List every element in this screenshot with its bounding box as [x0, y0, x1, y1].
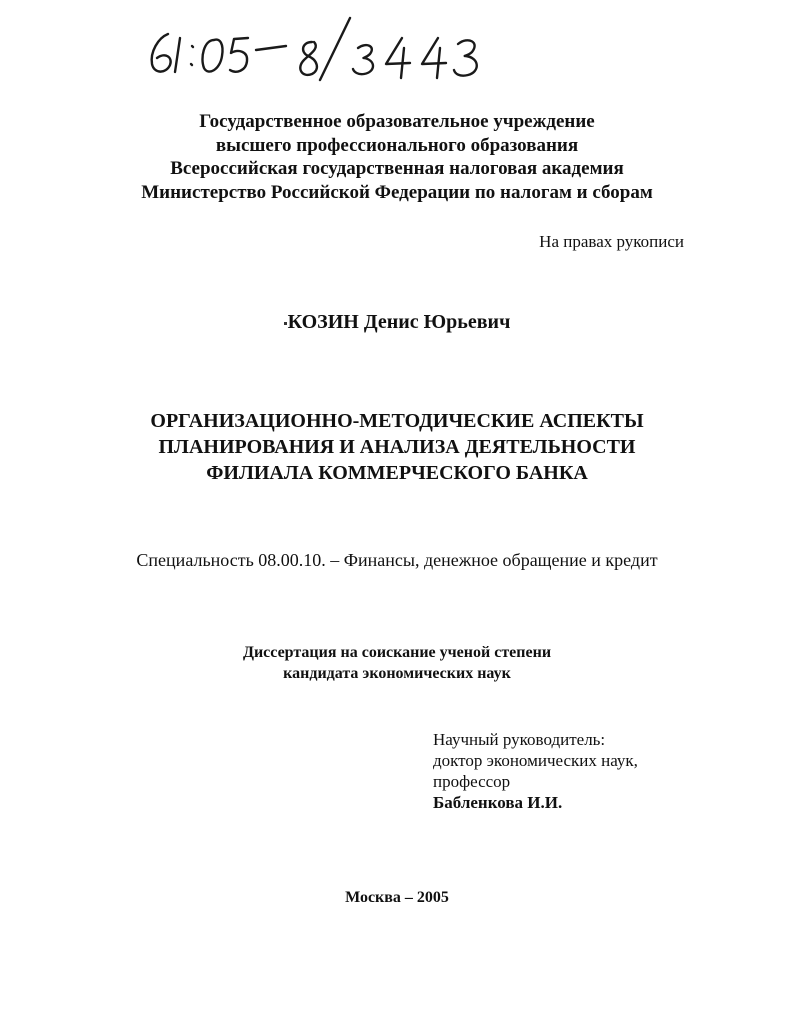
degree-line: кандидата экономических наук [283, 665, 511, 682]
specialty-line: Специальность 08.00.10. – Финансы, денежное обращение и кредит [136, 550, 658, 570]
title-line: ОРГАНИЗАЦИОННО-МЕТОДИЧЕСКИЕ АСПЕКТЫ [150, 410, 644, 432]
degree-line: Диссертация на соискание ученой степени [242, 644, 552, 661]
dissertation-title [0, 408, 794, 486]
institution-line: Государственное образовательное учреждение [199, 111, 595, 132]
manuscript-rights-note: На правах рукописи [539, 232, 684, 251]
handwritten-shelfmark [140, 8, 520, 86]
author-name-line [0, 311, 794, 334]
institution-line: высшего профессионального образования [215, 134, 579, 156]
city-year: Москва – 2005 [345, 889, 449, 906]
title-line: ПЛАНИРОВАНИЯ И АНАЛИЗА ДЕЯТЕЛЬНОСТИ [158, 436, 636, 458]
supervisor-name: Бабленкова И.И. [433, 793, 563, 812]
degree-block [0, 642, 794, 684]
supervisor-degree: доктор экономических наук, [433, 751, 638, 770]
handwritten-shelfmark-drawing [140, 8, 520, 86]
supervisor-role: Научный руководитель: [433, 730, 606, 749]
institution-block [0, 110, 794, 204]
author-name: КОЗИН Денис Юрьевич [287, 311, 511, 333]
supervisor-rank: профессор [433, 772, 511, 791]
title-line: ФИЛИАЛА КОММЕРЧЕСКОГО БАНКА [206, 462, 588, 484]
institution-line: Министерство Российской Федерации по налогам и сборам [141, 181, 653, 203]
scan-speck [284, 322, 287, 325]
supervisor-block [433, 729, 638, 813]
institution-line: Всероссийская государственная налоговая академия [170, 158, 624, 179]
